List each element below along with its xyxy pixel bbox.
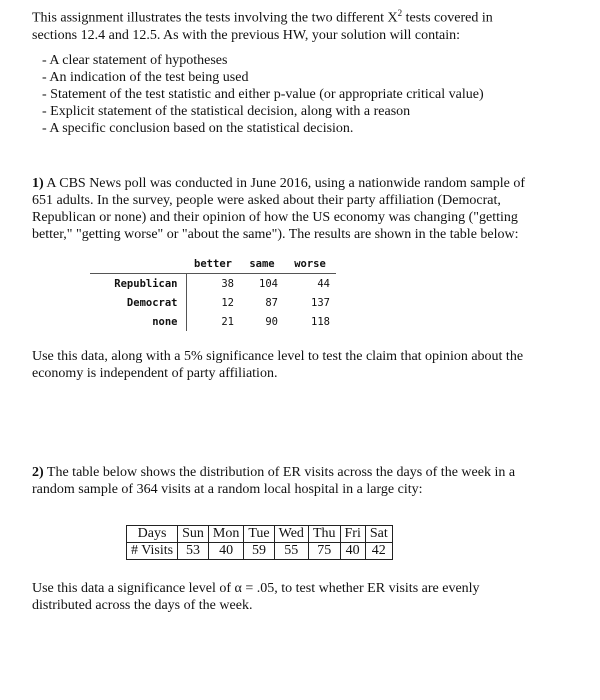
- question-1-text: [32, 175, 592, 243]
- instruction-line: Use this data a significance level of α = .05, to test whether ER visits are evenly: [32, 581, 480, 596]
- requirements-list: [42, 52, 592, 137]
- chi-square-superscript: 2: [397, 8, 403, 18]
- intro-line-1-end: tests covered in: [402, 10, 493, 26]
- row-label: Republican: [90, 274, 186, 294]
- requirement-item: - A specific conclusion based on the statistical decision.: [42, 121, 354, 136]
- party-opinion-table: [90, 254, 336, 331]
- row-header: # Visits: [127, 543, 178, 560]
- table-cell: 38: [186, 274, 240, 294]
- question-2-line: The table below shows the distribution of ER visits across the days of the week in a: [43, 465, 516, 480]
- intro-paragraph: [32, 5, 592, 44]
- day-cell: Wed: [274, 526, 308, 543]
- column-header: worse: [294, 257, 326, 270]
- visits-cell: 59: [244, 543, 274, 560]
- instruction-line: Use this data, along with a 5% significance level to test the claim that opinion about the: [32, 349, 524, 364]
- table-row: [90, 312, 336, 331]
- question-2-number: 2): [32, 465, 44, 480]
- days-row: [127, 526, 393, 543]
- requirement-item: - An indication of the test being used: [42, 70, 249, 85]
- day-cell: Mon: [208, 526, 243, 543]
- intro-line-1-text: This assignment illustrates the tests involving the two different X: [32, 10, 398, 26]
- table-row: [90, 274, 336, 294]
- instruction-line: distributed across the days of the week.: [32, 598, 253, 613]
- table-cell: 12: [221, 296, 234, 309]
- table-cell: 104: [240, 274, 284, 294]
- visits-row: [127, 543, 393, 560]
- row-header: Days: [127, 526, 178, 543]
- requirement-item: - Statement of the test statistic and either p-value (or appropriate critical value): [42, 87, 484, 102]
- row-label: none: [90, 312, 186, 331]
- table-cell: 137: [311, 296, 330, 309]
- er-visits-table: [126, 525, 393, 560]
- table-cell: 87: [265, 296, 278, 309]
- column-header: same: [249, 257, 275, 270]
- column-header: better: [194, 257, 232, 270]
- row-label: Democrat: [90, 293, 186, 312]
- day-cell: Sun: [178, 526, 209, 543]
- question-2-instruction: [32, 580, 592, 614]
- table-cell: 90: [265, 315, 278, 328]
- intro-line-2: sections 12.4 and 12.5. As with the previous HW, your solution will contain:: [32, 27, 461, 43]
- question-2-text: [32, 464, 592, 498]
- question-1-line: better," "getting worse" or "about the same"). The results are shown in the table below:: [32, 227, 519, 242]
- question-1-number: 1): [32, 176, 44, 191]
- requirement-item: - A clear statement of hypotheses: [42, 53, 228, 68]
- visits-cell: 53: [178, 543, 209, 560]
- table-cell: 21: [221, 315, 234, 328]
- visits-cell: 42: [365, 543, 392, 560]
- table-cell: 118: [311, 315, 330, 328]
- day-cell: Tue: [244, 526, 274, 543]
- visits-cell: 55: [274, 543, 308, 560]
- requirement-item: - Explicit statement of the statistical decision, along with a reason: [42, 104, 411, 119]
- intro-line-1: [32, 5, 592, 27]
- day-cell: Fri: [340, 526, 365, 543]
- visits-cell: 40: [340, 543, 365, 560]
- question-1-line: 651 adults. In the survey, people were asked about their party affiliation (Democrat,: [32, 193, 501, 208]
- day-cell: Thu: [308, 526, 340, 543]
- question-1-line: A CBS News poll was conducted in June 2016, using a nationwide random sample of: [43, 176, 526, 191]
- question-1-instruction: [32, 348, 592, 382]
- question-1-line: Republican or none) and their opinion of how the US economy was changing ("getting: [32, 210, 518, 225]
- table-header-row: [90, 254, 336, 274]
- question-2-line: random sample of 364 visits at a random local hospital in a large city:: [32, 482, 423, 497]
- day-cell: Sat: [365, 526, 392, 543]
- visits-cell: 75: [308, 543, 340, 560]
- visits-cell: 40: [208, 543, 243, 560]
- instruction-line: economy is independent of party affiliation.: [32, 366, 278, 381]
- table-row: [90, 293, 336, 312]
- table-cell: 44: [284, 274, 336, 294]
